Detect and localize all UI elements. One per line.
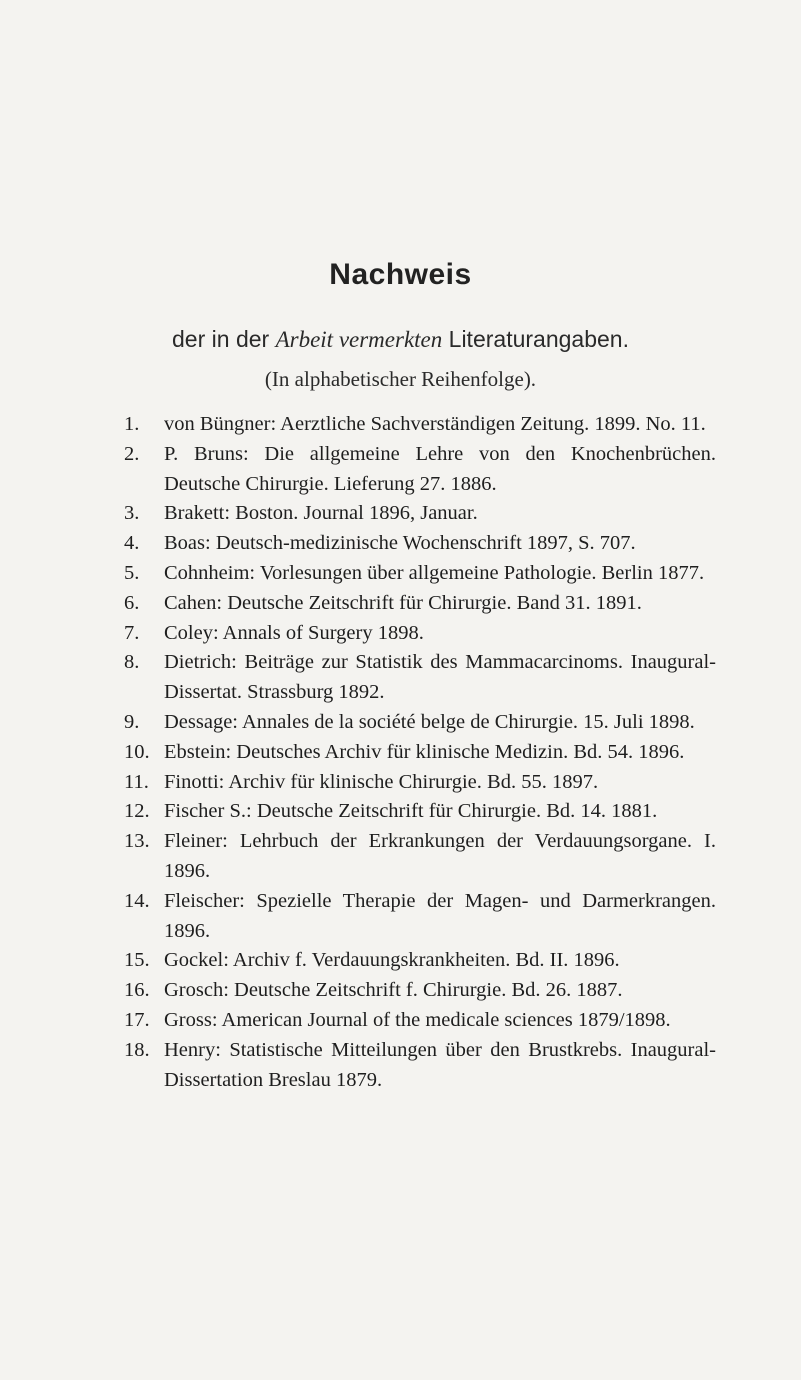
subtitle-after: Literaturangaben. [448,326,629,352]
reference-text: von Büngner: Aerztliche Sachverständigen Zeitung. 1899. No. 11. [164,413,706,435]
reference-number: 12. [124,800,150,823]
reference-number: 8. [124,651,140,674]
reference-item [124,768,716,798]
reference-text: Ebstein: Deutsches Archiv für klinische Medizin. Bd. 54. 1896. [164,740,685,763]
reference-number: 5. [124,561,140,584]
reference-text: Gross: American Journal of the medicale sciences 1879/1898. [164,1008,671,1031]
reference-item [124,738,716,768]
reference-item [124,499,716,529]
page-title: Nachweis [329,258,472,291]
reference-item [124,619,716,649]
subtitle-emphasis: Arbeit vermerkten [275,327,443,352]
reference-number: 4. [124,532,140,555]
reference-number: 18. [124,1038,150,1061]
reference-number: 10. [124,740,150,763]
reference-number: 16. [124,979,150,1002]
reference-text: Grosch: Deutsche Zeitschrift f. Chirurgie. Bd. 26. 1887. [164,979,623,1002]
reference-text: Fischer S.: Deutsche Zeitschrift für Chirurgie. Bd. 14. 1881. [164,800,658,823]
reference-item [124,648,716,708]
reference-number: 6. [124,591,140,614]
reference-text: Henry: Statistische Mitteilungen über den Brustkrebs. Inaugural-Dissertation Breslau 1879. [164,1038,716,1091]
reference-item [124,1006,716,1036]
reference-number: 17. [124,1008,150,1031]
reference-item [124,589,716,619]
reference-text: Fleiner: Lehrbuch der Erkrankungen der Verdauungsorgane. I. 1896. [164,830,716,882]
reference-item [124,708,716,738]
reference-number: 1. [124,413,140,435]
reference-text: Coley: Annals of Surgery 1898. [164,621,424,644]
reference-text: Boas: Deutsch-medizinische Wochenschrift 1897, S. 707. [164,532,636,555]
reference-text: Dessage: Annales de la société belge de Chirurgie. 15. Juli 1898. [164,710,695,733]
reference-item [124,440,716,500]
reference-text: Brakett: Boston. Journal 1896, Januar. [164,502,478,525]
reference-text: P. Bruns: Die allgemeine Lehre von den Knochenbrüchen. Deutsche Chirurgie. Lieferung 27. 1886. [164,442,716,495]
reference-text: Finotti: Archiv für klinische Chirurgie. Bd. 55. 1897. [164,770,599,793]
reference-list [124,410,716,1095]
reference-number: 11. [124,770,149,793]
reference-text: Cahen: Deutsche Zeitschrift für Chirurgie. Band 31. 1891. [164,591,642,614]
reference-item [124,410,716,440]
reference-number: 2. [124,442,140,465]
subtitle-before: der in der [172,326,270,352]
page-subtitle [0,326,801,353]
reference-text: Gockel: Archiv f. Verdauungskrankheiten. Bd. II. 1896. [164,949,620,972]
reference-item [124,529,716,559]
reference-item [124,1036,716,1096]
reference-text: Dietrich: Beiträge zur Statistik des Mammacarcinoms. Inaugural-Dissertat. Strassburg 1892. [164,651,716,704]
reference-text: Fleischer: Spezielle Therapie der Magen- und Darmerkrangen. 1896. [164,889,716,942]
reference-item [124,887,716,947]
reference-item [124,559,716,589]
reference-item [124,827,716,887]
reference-text: Cohnheim: Vorlesungen über allgemeine Pathologie. Berlin 1877. [164,561,705,584]
reference-number: 3. [124,502,140,525]
reference-item [124,797,716,827]
reference-number: 9. [124,710,140,733]
reference-item [124,946,716,976]
reference-item [124,976,716,1006]
reference-number: 7. [124,621,140,644]
reference-number: 13. [124,830,150,853]
ordering-note: (In alphabetischer Reihenfolge). [264,367,537,391]
reference-number: 15. [124,949,150,972]
reference-number: 14. [124,889,150,912]
